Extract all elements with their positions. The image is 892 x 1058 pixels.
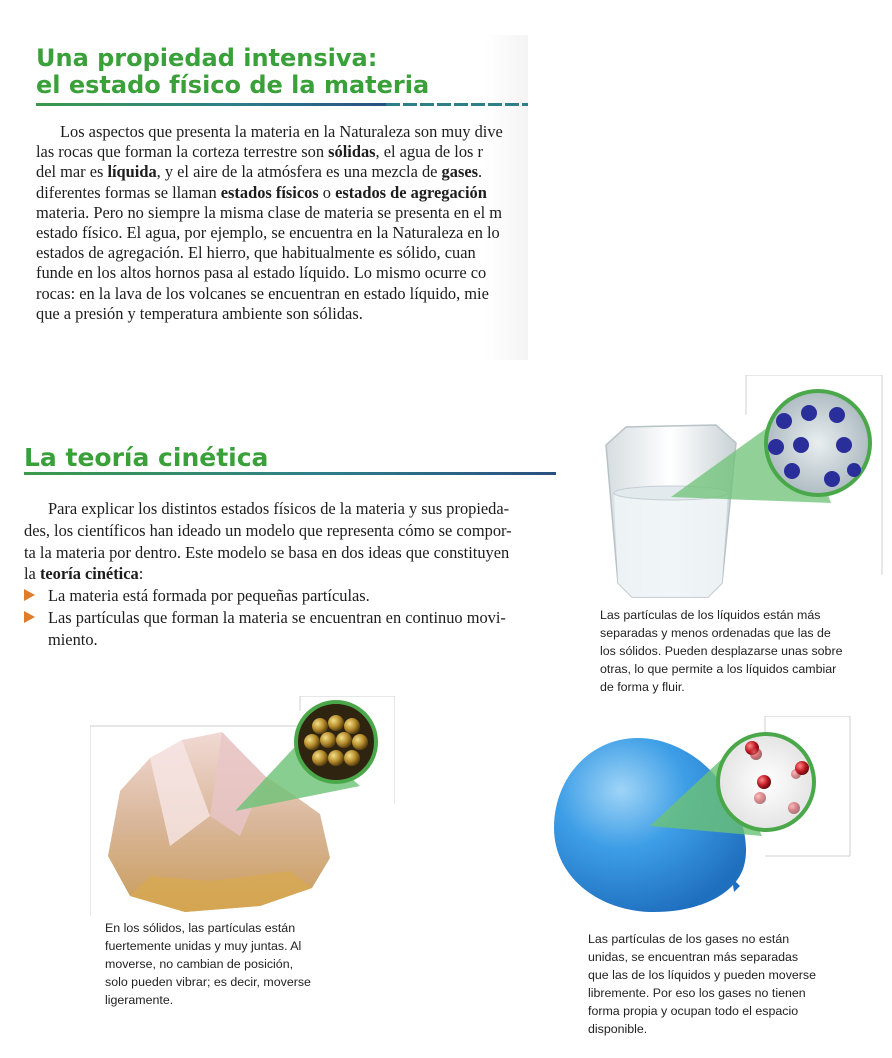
section1-paragraph [36, 122, 528, 324]
solid-figure [90, 696, 395, 916]
title-underline-dashed [386, 103, 528, 106]
section2-paragraph [24, 498, 556, 585]
text-line: funde en los altos hornos pasa al estado líquido. Lo mismo ocurre co [36, 263, 487, 283]
text-line: Los aspectos que presenta la materia en la Naturaleza son muy dive [60, 122, 503, 141]
bullet-list [24, 585, 556, 650]
liquid-caption: Las partículas de los líquidos están más separadas y menos ordenadas que las de los sólidos. Pueden desplazarse unas sobre otras, lo que permite a los líquidos cambiar de forma y fluir. [600, 608, 843, 694]
text-line: des, los científicos han ideado un modelo que representa cómo se compor- [24, 520, 512, 540]
liquid-figure [596, 375, 886, 607]
section-estado-fisico [0, 35, 528, 360]
title-line-2: el estado físico de la materia [36, 71, 430, 99]
text-line: la teoría cinética: [24, 564, 144, 584]
glass-illustration [596, 375, 886, 607]
gas-figure [550, 716, 855, 926]
title-underline [36, 103, 386, 106]
solid-caption: En los sólidos, las partículas están fuertemente unidas y muy juntas. Al moverse, no cambian de posición, solo pueden vibrar; es decir, moverse ligeramente. [105, 921, 311, 1007]
text-line: que a presión y temperatura ambiente son sólidas. [36, 303, 363, 323]
section-teoria-cinetica [0, 435, 560, 665]
bullet-item: La materia está formada por pequeñas partículas. [24, 585, 556, 607]
section-title [36, 45, 429, 99]
text-line: estados de agregación. El hierro, que habitualmente es sólido, cuan [36, 243, 476, 263]
triangle-bullet-icon [24, 589, 35, 601]
text-line: materia. Pero no siempre la misma clase de materia se presenta en el m [36, 202, 503, 222]
title-line-1: Una propiedad intensiva: [36, 44, 378, 72]
text-line: diferentes formas se llaman estados físicos o estados de agregación [36, 182, 487, 202]
triangle-bullet-icon [24, 611, 35, 623]
section2-title: La teoría cinética [24, 443, 269, 472]
text-line: Para explicar los distintos estados físicos de la materia y sus propieda- [48, 499, 510, 518]
crystal-illustration [90, 696, 395, 916]
text-line: ta la materia por dentro. Este modelo se basa en dos ideas que constituyen [24, 542, 510, 562]
text-line: estado físico. El agua, por ejemplo, se encuentra en la Naturaleza en lo [36, 223, 500, 243]
text-line: las rocas que forman la corteza terrestre son sólidas, el agua de los r [36, 142, 483, 162]
section2-underline [24, 472, 556, 475]
text-line: del mar es líquida, y el aire de la atmósfera es una mezcla de gases. [36, 162, 483, 182]
gas-caption: Las partículas de los gases no están unidas, se encuentran más separadas que las de los líquidos y pueden moverse libremente. Por eso los gases no tienen forma propia y ocupan todo el espacio disponible. [588, 932, 816, 1036]
balloon-illustration [550, 716, 855, 926]
bullet-item: Las partículas que forman la materia se encuentran en continuo movi- miento. [24, 607, 556, 651]
text-line: rocas: en la lava de los volcanes se encuentran en estado líquido, mie [36, 283, 489, 303]
